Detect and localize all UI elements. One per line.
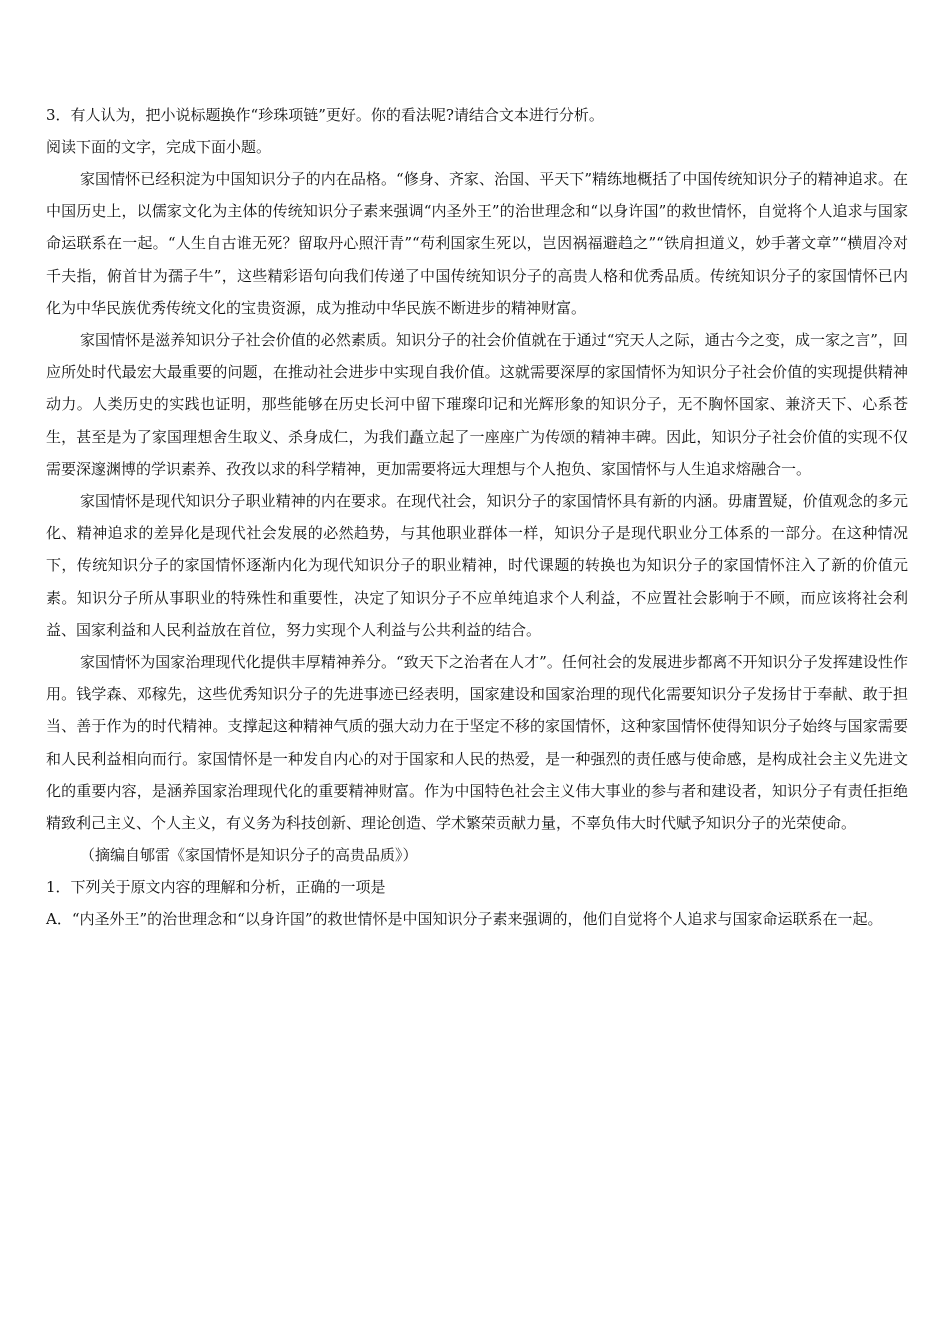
passage (46, 163, 908, 871)
question-1-stem: 1．下列关于原文内容的理解和分析，正确的一项是 (46, 878, 386, 897)
question-1-option-a: A．“内圣外王”的治世理念和“以身许国”的救世情怀是中国知识分子素来强调的，他们自觉将个人追求与国家命运联系在一起。 (46, 910, 883, 929)
passage-paragraph-4: 家国情怀为国家治理现代化提供丰厚精神养分。“致天下之治者在人才”。任何社会的发展进步都离不开知识分子发挥建设性作用。钱学森、邓稼先，这些优秀知识分子的先进事迹已经表明，国家建设和国家治理的现代化需要知识分子发扬甘于奉献、敢于担当、善于作为的时代精神。支撑起这种精神气质的强大动力在于坚定不移的家国情怀，这种家国情怀使得知识分子始终与国家需要和人民利益相向而行。家国情怀是一种发自内心的对于国家和人民的热爱，是一种强烈的责任感与使命感，是构成社会主义先进文化的重要内容，是涵养国家治理现代化的重要精神财富。作为中国特色社会主义伟大事业的参与者和建设者，知识分子有责任拒绝精致利己主义、个人主义，有义务为科技创新、理论创造、学术繁荣贡献力量，不辜负伟大时代赋予知识分子的光荣使命。 (46, 653, 908, 833)
passage-source: （摘编自郇雷《家国情怀是知识分子的高贵品质》） (80, 846, 418, 865)
document-content (46, 99, 908, 936)
passage-paragraph-2: 家国情怀是滋养知识分子社会价值的必然素质。知识分子的社会价值就在于通过“究天人之际，通古今之变，成一家之言”，回应所处时代最宏大最重要的问题，在推动社会进步中实现自我价值。这就需要深厚的家国情怀为知识分子社会价值的实现提供精神动力。人类历史的实践也证明，那些能够在历史长河中留下璀璨印记和光辉形象的知识分子，无不胸怀国家、兼济天下、心系苍生，甚至是为了家国理想舍生取义、杀身成仁，为我们矗立起了一座座广为传颂的精神丰碑。因此，知识分子社会价值的实现不仅需要深邃渊博的学识素养、孜孜以求的科学精神，更加需要将远大理想与个人抱负、家国情怀与人生追求熔融合一。 (46, 331, 908, 478)
question-3: 3．有人认为，把小说标题换作“珍珠项链”更好。你的看法呢?请结合文本进行分析。 (46, 106, 604, 124)
reading-instruction: 阅读下面的文字，完成下面小题。 (46, 138, 272, 156)
passage-paragraph-3: 家国情怀是现代知识分子职业精神的内在要求。在现代社会，知识分子的家国情怀具有新的内涵。毋庸置疑，价值观念的多元化、精神追求的差异化是现代社会发展的必然趋势，与其他职业群体一样，知识分子是现代职业分工体系的一部分。在这种情况下，传统知识分子的家国情怀逐渐内化为现代知识分子的职业精神，时代课题的转换也为知识分子的家国情怀注入了新的价值元素。知识分子所从事职业的特殊性和重要性，决定了知识分子不应单纯追求个人利益，不应置社会影响于不顾，而应该将社会利益、国家利益和人民利益放在首位，努力实现个人利益与公共利益的结合。 (46, 492, 908, 639)
passage-paragraph-1: 家国情怀已经积淀为中国知识分子的内在品格。“修身、齐家、治国、平天下”精练地概括了中国传统知识分子的精神追求。在中国历史上，以儒家文化为主体的传统知识分子素来强调“内圣外王”的治世理念和“以身许国”的救世情怀，自觉将个人追求与国家命运联系在一起。“人生自古谁无死？留取丹心照汗青”“苟利国家生死以，岂因祸福避趋之”“铁肩担道义，妙手著文章”“横眉冷对千夫指，俯首甘为孺子牛”，这些精彩语句向我们传递了中国传统知识分子的高贵人格和优秀品质。传统知识分子的家国情怀已内化为中华民族优秀传统文化的宝贵资源，成为推动中华民族不断进步的精神财富。 (46, 170, 908, 317)
